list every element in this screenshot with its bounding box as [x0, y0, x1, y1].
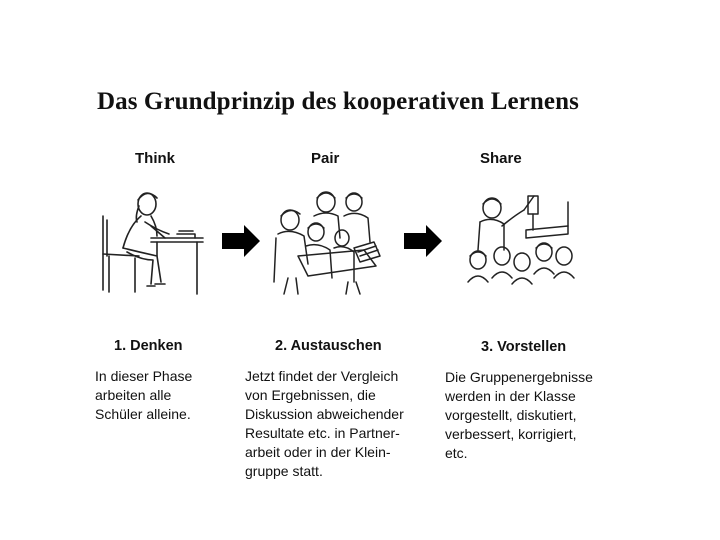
stage-description: In dieser Phase arbeiten alle Schüler alleine.	[95, 368, 193, 422]
arrow-right-icon	[222, 225, 260, 257]
stage-label: Share	[480, 150, 522, 167]
stage-description: Die Gruppenergebnisse werden in der Klasse vorgestellt, diskutiert, verbessert, korrigiert, etc.	[445, 369, 593, 461]
student-thinking-at-desk-icon	[95, 186, 205, 298]
stage-label: Think	[135, 150, 175, 167]
stage-heading: 1. Denken	[114, 338, 183, 354]
students-discussing-in-group-icon	[268, 186, 384, 298]
stage-label: Pair	[311, 150, 340, 167]
stage-heading: 2. Austauschen	[275, 338, 382, 354]
stage-description: Jetzt findet der Vergleich von Ergebnissen, die Diskussion abweichender Resultate etc. in Partner- arbeit oder in der Klein- gruppe statt.	[245, 368, 404, 479]
student-presenting-to-class-icon	[464, 186, 580, 286]
diagram-title: Das Grundprinzip des kooperativen Lernens	[97, 88, 579, 115]
arrow-right-icon	[404, 225, 442, 257]
stage-heading: 3. Vorstellen	[481, 339, 567, 355]
